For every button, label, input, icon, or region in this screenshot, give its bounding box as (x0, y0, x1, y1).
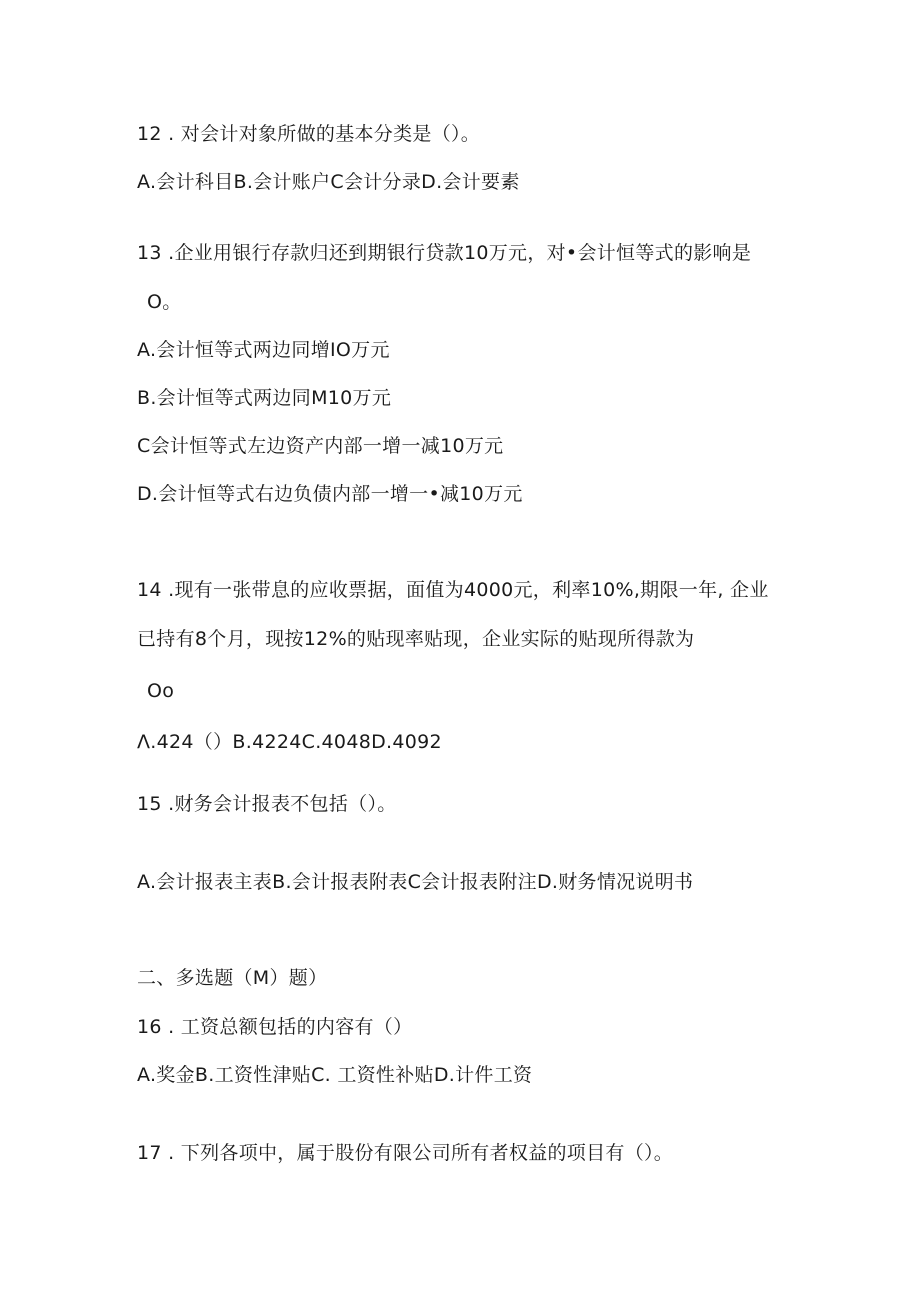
question-16-options: A.奖金B.工资性津贴C. 工资性补贴D.计件工资 (137, 1064, 533, 1086)
section-2-heading: 二、多选题（M）题） (137, 967, 328, 989)
question-14-stem-line1: 14 .现有一张带息的应收票据，面值为4000元，利率10%,期限一年, 企业 (137, 579, 769, 601)
question-13-option-c: C会计恒等式左边资产内部一增一减10万元 (137, 435, 504, 457)
question-13-option-d: D.会计恒等式右边负债内部一增一•减10万元 (137, 483, 523, 505)
question-14-stem-line2: 已持有8个月，现按12%的贴现率贴现，企业实际的贴现所得款为 (137, 628, 695, 650)
question-14-stem-line3: Oo (147, 680, 175, 702)
question-13-option-a: A.会计恒等式两边同增IO万元 (137, 339, 390, 361)
question-15-options: A.会计报表主表B.会计报表附表C会计报表附注D.财务情况说明书 (137, 871, 694, 893)
question-16-stem: 16 . 工资总额包括的内容有（） (137, 1016, 413, 1038)
question-13-stem-line2: O。 (147, 291, 182, 313)
question-14-options: Λ.424（）B.4224C.4048D.4092 (137, 731, 442, 753)
question-15-stem: 15 .财务会计报表不包括（）。 (137, 793, 397, 815)
question-12-stem: 12 . 对会计对象所做的基本分类是（）。 (137, 123, 481, 145)
question-13-stem-line1: 13 .企业用银行存款归还到期银行贷款10万元，对•会计恒等式的影响是 (137, 242, 752, 264)
question-17-stem: 17 . 下列各项中，属于股份有限公司所有者权益的项目有（）。 (137, 1142, 674, 1164)
question-13-option-b: B.会计恒等式两边同M10万元 (137, 387, 392, 409)
question-12-options: A.会计科目B.会计账户C会计分录D.会计要素 (137, 171, 520, 193)
